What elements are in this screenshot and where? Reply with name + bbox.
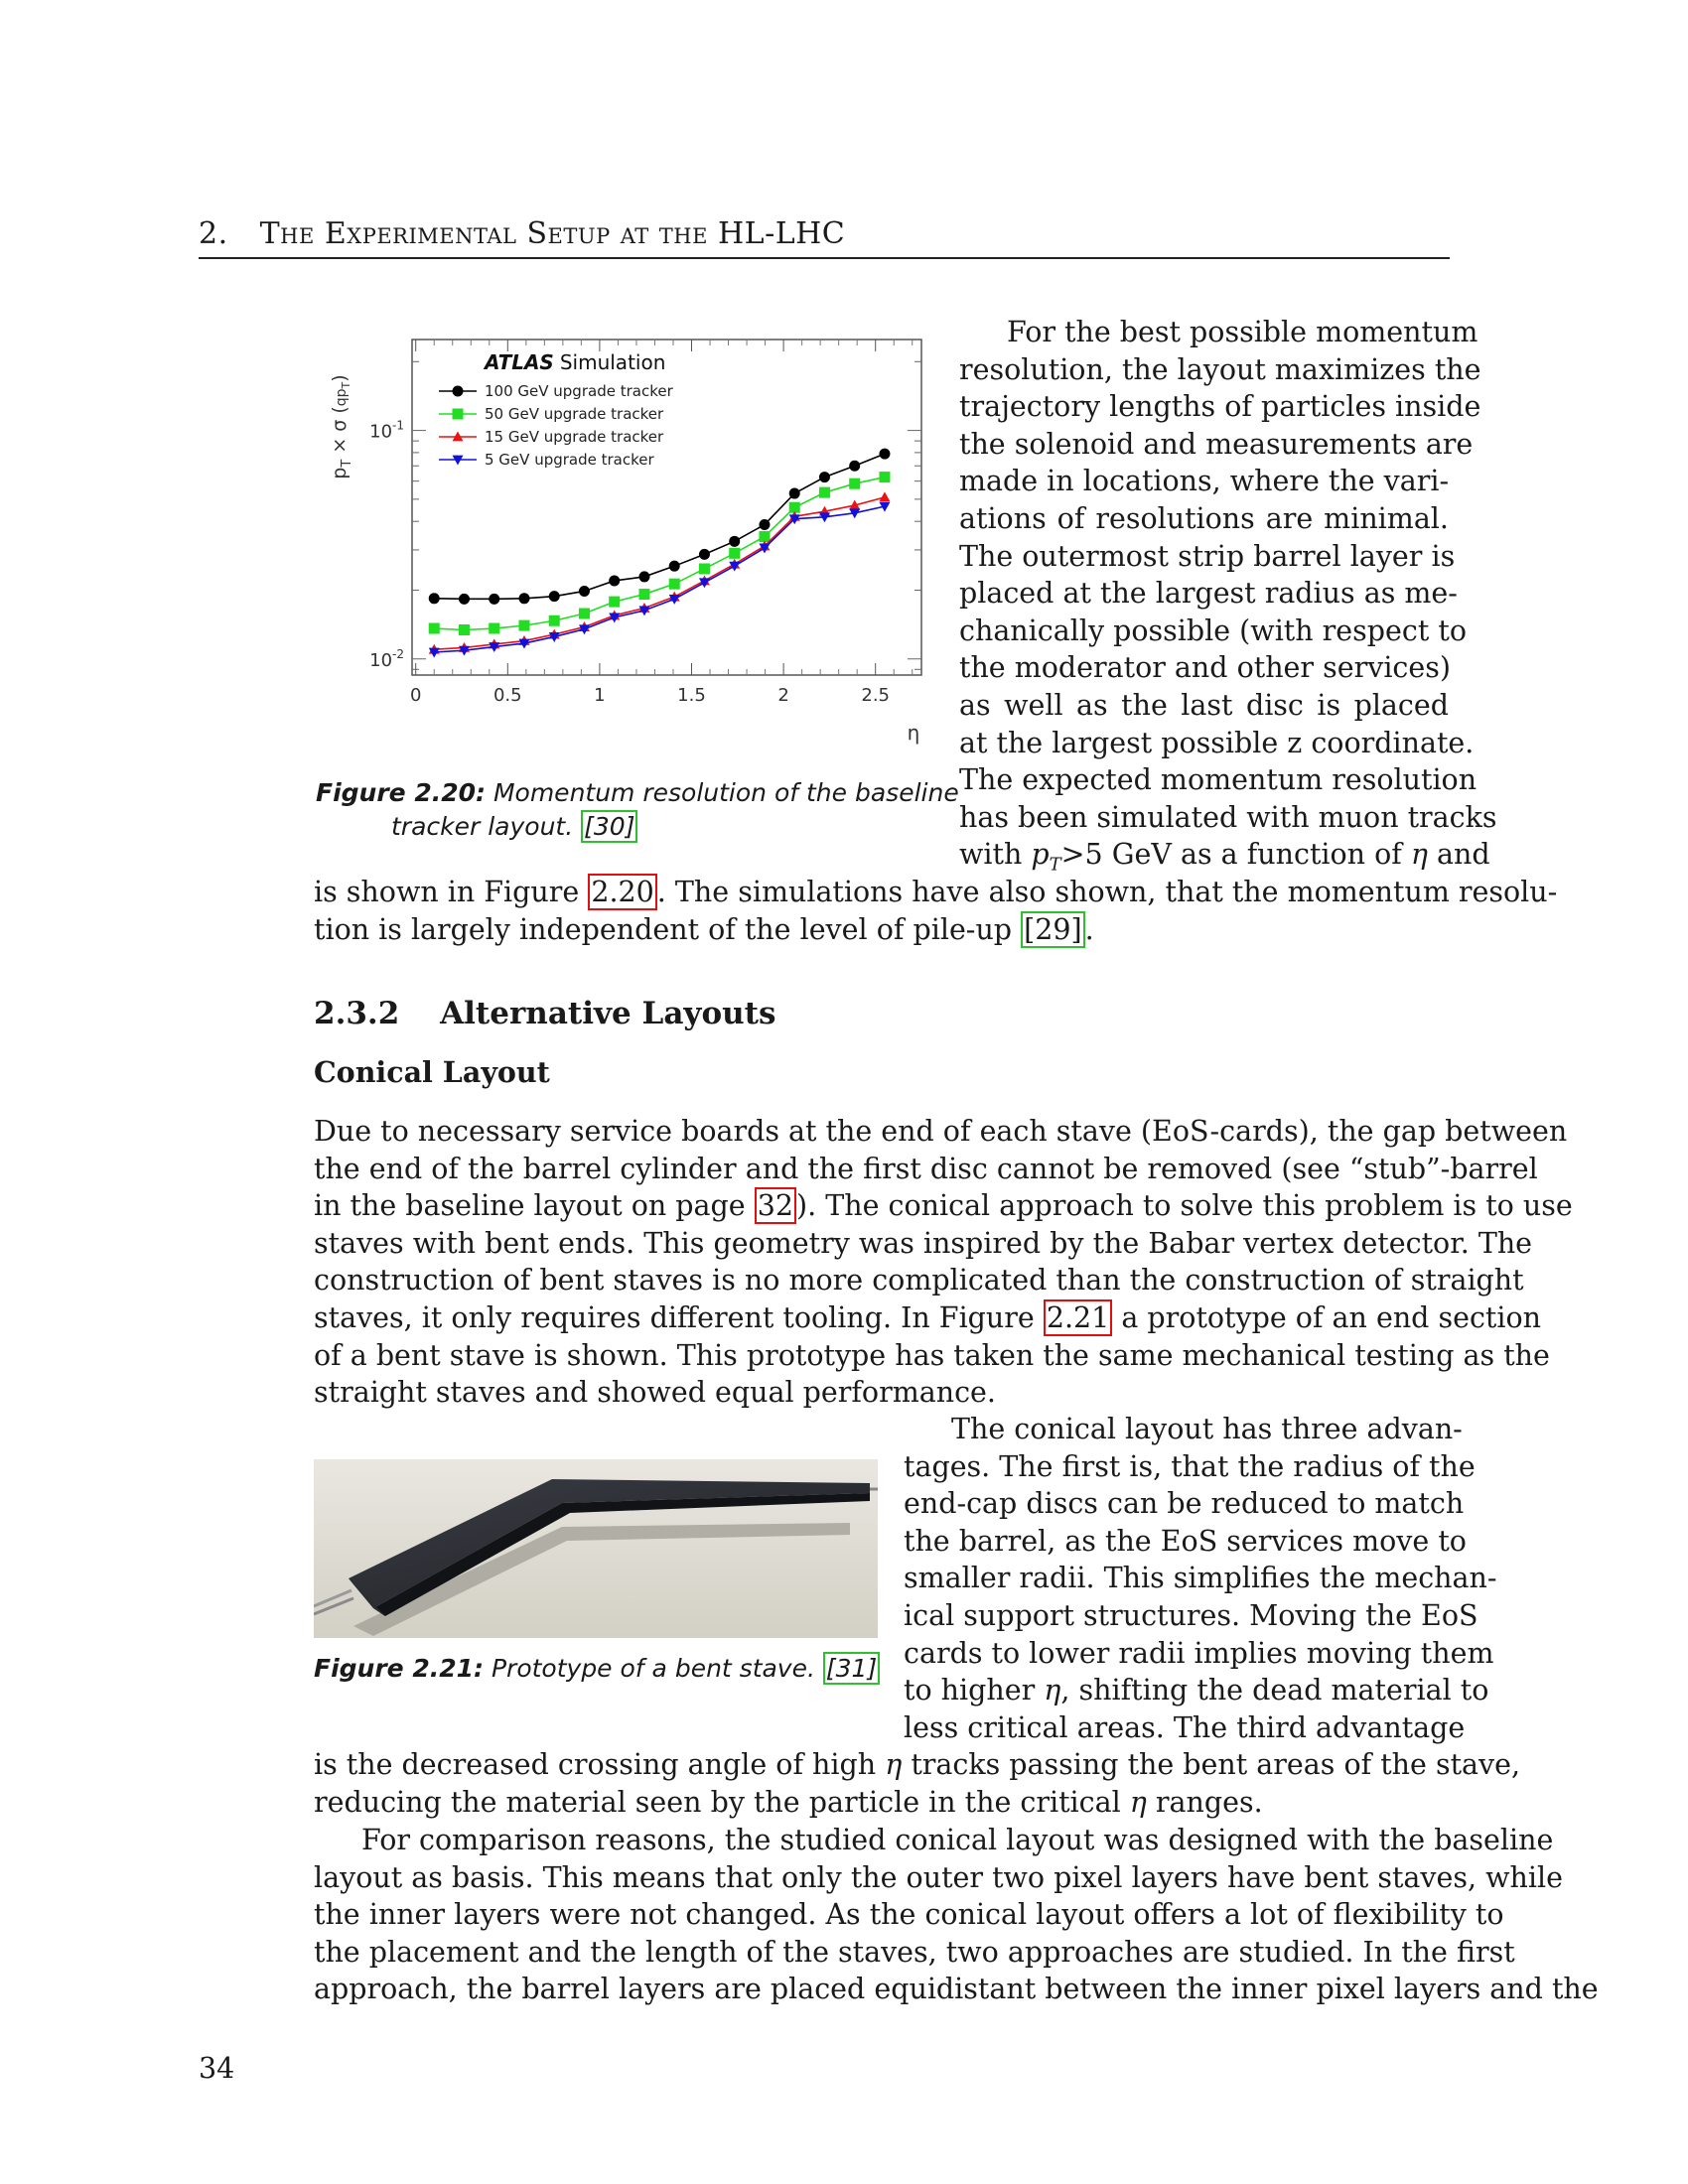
- data-point: [579, 609, 590, 619]
- text-line: tion is largely independent of the level of pile-up [29] .: [314, 912, 1094, 946]
- data-point: [879, 449, 890, 460]
- data-point: [549, 615, 560, 626]
- text-line: For the best possible momentum: [1007, 316, 1478, 348]
- x-tick-label: 1: [594, 685, 606, 706]
- text-line: reducing the material seen by the particle in the critical η ranges.: [314, 1785, 1263, 1819]
- paragraph-momentum-resolution-continued: [314, 874, 1558, 948]
- data-point: [518, 620, 529, 631]
- data-point: [638, 571, 649, 582]
- text-line: ical support structures. Moving the EoS: [904, 1598, 1478, 1632]
- x-axis-label: η: [907, 721, 920, 745]
- data-point: [638, 589, 649, 600]
- text-line: at the largest possible z coordinate.: [959, 726, 1475, 759]
- text-line: cards to lower radii implies moving them: [904, 1636, 1494, 1670]
- figure-2-20-caption-line2: tracker layout.: [391, 812, 574, 841]
- data-point: [489, 623, 499, 634]
- citation-30[interactable]: [30]: [581, 810, 637, 843]
- legend-label: 100 GeV upgrade tracker: [485, 382, 673, 400]
- text-line: the placement and the length of the staves, two approaches are studied. In the first: [314, 1935, 1515, 1969]
- data-point: [669, 579, 680, 590]
- paragraph-comparison: [314, 1822, 1599, 2008]
- data-point: [849, 461, 860, 472]
- text-line: to higher η, shifting the dead material to: [904, 1674, 1489, 1707]
- text-line: tages. The first is, that the radius of the: [904, 1449, 1476, 1483]
- text-line: The conical layout has three advan-: [951, 1413, 1463, 1445]
- x-tick-label: 0: [409, 685, 422, 706]
- data-point: [609, 597, 620, 608]
- text-line: layout as basis. This means that only the outer two pixel layers have bent staves, while: [314, 1860, 1563, 1894]
- data-point: [549, 591, 560, 602]
- data-point: [669, 561, 680, 572]
- legend-label: 50 GeV upgrade tracker: [485, 405, 664, 423]
- data-point: [579, 586, 590, 597]
- data-point: [849, 478, 860, 489]
- figure-2-21-caption-text: Prototype of a bent stave.: [491, 1654, 815, 1683]
- text-line: the barrel, as the EoS services move to: [904, 1524, 1467, 1558]
- text-line: trajectory lengths of particles inside: [959, 390, 1481, 424]
- data-point: [429, 623, 440, 634]
- text-line: in the baseline layout on page 32 ). The conical approach to solve this problem is to use: [314, 1189, 1573, 1223]
- legend-label: 15 GeV upgrade tracker: [485, 428, 664, 446]
- text-line: less critical areas. The third advantage: [904, 1710, 1466, 1744]
- data-point: [489, 594, 499, 605]
- chapter-title: The Experimental Setup at the HL-LHC: [259, 216, 846, 251]
- paragraph-conical-approach: [314, 1113, 1573, 1412]
- data-point: [453, 409, 464, 420]
- text-line: with $p_T>5$ GeV as a function of η and: [959, 838, 1490, 876]
- page-number: 34: [199, 2052, 235, 2085]
- text-line: end-cap discs can be reduced to match: [904, 1487, 1465, 1521]
- data-point: [699, 549, 710, 560]
- page-ref-32[interactable]: 32: [755, 1187, 796, 1224]
- data-point: [429, 593, 440, 604]
- data-point: [759, 519, 770, 530]
- figure-ref-2-21[interactable]: 2.21: [1044, 1299, 1112, 1336]
- text-line: construction of bent staves is no more complicated than the construction of straight: [314, 1264, 1524, 1297]
- running-header: [199, 216, 1450, 251]
- figure-2-20-caption-line1: Momentum resolution of the baseline: [492, 778, 959, 807]
- figure-2-21-label: Figure 2.21:: [314, 1654, 485, 1683]
- header-rule: [199, 257, 1450, 259]
- text-line: chanically possible (with respect to: [959, 614, 1467, 647]
- figure-2-20-caption: [316, 776, 959, 844]
- text-line: The outermost strip barrel layer is: [959, 539, 1456, 573]
- text-line: the inner layers were not changed. As the conical layout offers a lot of flexibility to: [314, 1898, 1504, 1932]
- text-line: staves, it only requires different tooling. In Figure 2.21 a prototype of an end section: [314, 1300, 1542, 1334]
- data-point: [459, 594, 470, 605]
- y-axis-label: [329, 374, 354, 478]
- text-line: the moderator and other services): [959, 651, 1452, 685]
- text-line: Due to necessary service boards at the end of each stave (EoS-cards), the gap between: [314, 1115, 1568, 1148]
- data-point: [518, 593, 529, 604]
- section-heading: [314, 996, 775, 1031]
- data-point: [819, 487, 830, 498]
- subsection-heading: Conical Layout: [314, 1055, 550, 1089]
- data-point: [729, 548, 740, 559]
- text-line: staves with bent ends. This geometry was inspired by the Babar vertex detector. The: [314, 1226, 1533, 1260]
- x-tick-label: 0.5: [492, 685, 522, 706]
- paragraph-conical-advantages: [904, 1411, 1497, 1746]
- chart-title: ATLAS Simulation: [485, 350, 666, 374]
- text-line: is the decreased crossing angle of high η tracks passing the bent areas of the stave,: [314, 1748, 1521, 1781]
- section-number: 2.3.2: [314, 996, 400, 1031]
- text-line: For comparison reasons, the studied conical layout was designed with the baseline: [361, 1824, 1554, 1856]
- text-line: resolution, the layout maximizes the: [959, 352, 1481, 386]
- data-point: [759, 531, 770, 542]
- text-line: The expected momentum resolution: [959, 763, 1477, 797]
- data-point: [453, 386, 464, 397]
- data-point: [879, 472, 890, 482]
- text-line: placed at the largest radius as me-: [959, 577, 1458, 611]
- section-title: Alternative Layouts: [440, 996, 776, 1031]
- y-axis-label-text: $p_T \times \sigma$ $(qp_T)$: [329, 374, 354, 479]
- citation-31[interactable]: [31]: [823, 1652, 880, 1685]
- momentum-resolution-chart: [318, 318, 953, 764]
- text-line: of a bent stave is shown. This prototype has taken the same mechanical testing as the: [314, 1338, 1550, 1372]
- data-point: [699, 563, 710, 574]
- bent-stave-photo: [314, 1459, 878, 1638]
- text-line: has been simulated with muon tracks: [959, 800, 1497, 834]
- y-tick-label: $10^{-2}$: [369, 646, 404, 671]
- legend-label: 5 GeV upgrade tracker: [485, 451, 654, 469]
- data-point: [459, 624, 470, 635]
- paragraph-momentum-resolution: [959, 314, 1497, 885]
- data-point: [789, 488, 800, 499]
- paragraph-conical-advantages-continued: [314, 1746, 1521, 1821]
- data-point: [819, 472, 830, 482]
- text-line: as well as the last disc is placed: [959, 688, 1449, 722]
- figure-2-20-label: Figure 2.20:: [316, 778, 487, 807]
- text-line: ations of resolutions are minimal.: [959, 501, 1449, 535]
- text-line: approach, the barrel layers are placed equidistant between the inner pixel layers and the: [314, 1973, 1599, 2006]
- figure-2-21-caption: [314, 1652, 880, 1686]
- x-tick-label: 2.5: [861, 685, 891, 706]
- y-tick-label: $10^{-1}$: [369, 418, 404, 443]
- text-line: smaller radii. This simplifies the mechan-: [904, 1562, 1497, 1595]
- text-line: the end of the barrel cylinder and the first disc cannot be removed (see “stub”-barrel: [314, 1152, 1538, 1185]
- data-point: [729, 536, 740, 547]
- text-line: made in locations, where the vari-: [959, 465, 1450, 498]
- text-line: the solenoid and measurements are: [959, 427, 1474, 461]
- figure-ref-2-20[interactable]: 2.20: [588, 874, 656, 910]
- x-tick-label: 2: [777, 685, 789, 706]
- citation-29[interactable]: [29]: [1021, 911, 1085, 948]
- text-line: is shown in Figure 2.20 . The simulations have also shown, that the momentum resolu-: [314, 876, 1558, 908]
- x-tick-label: 1.5: [677, 685, 706, 706]
- text-line: straight staves and showed equal performance.: [314, 1376, 996, 1410]
- data-point: [609, 575, 620, 586]
- chapter-number: 2.: [199, 216, 228, 251]
